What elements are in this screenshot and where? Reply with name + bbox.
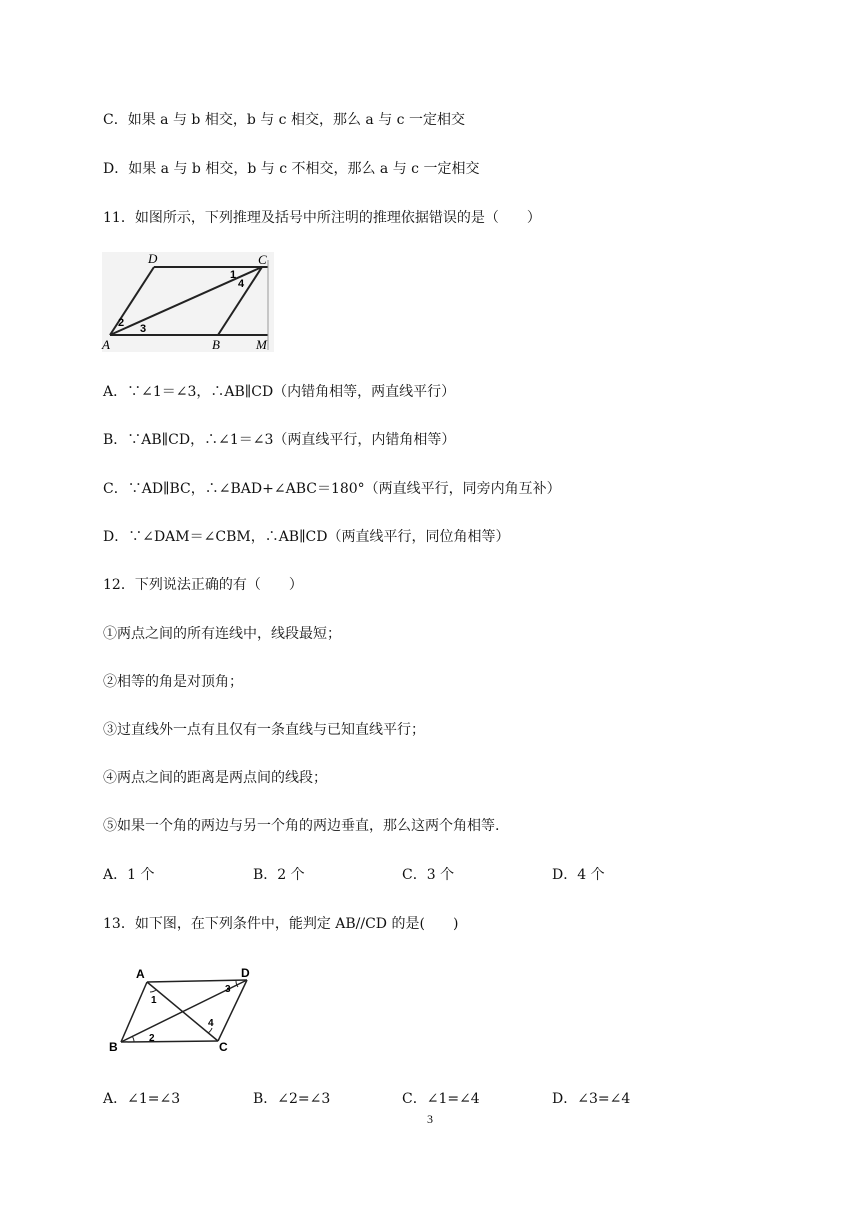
page-number: 3 [427,1112,433,1126]
angle-4-label: 4 [208,1018,214,1029]
q13-option-c: C．∠1=∠4 [402,1091,480,1107]
q12-statement-1: ①两点之间的所有连线中，线段最短； [103,626,341,642]
q12-option-c: C．3 个 [402,867,455,883]
q12-option-a: A．1 个 [103,867,155,883]
q13-stem: 13．如下图，在下列条件中，能判定 AB//CD 的是( ) [103,916,459,932]
point-a-label: A [102,337,110,352]
q11-option-c: C．∵AD∥BC，∴∠BAD+∠ABC＝180°（两直线平行，同旁内角互补） [103,481,561,497]
q12-stem: 12．下列说法正确的有（ ） [103,577,303,593]
q13-option-a: A．∠1=∠3 [103,1091,181,1107]
point-d-label: D [148,251,158,266]
q13-figure [104,962,264,1058]
angle-1-label: 1 [151,995,157,1006]
q12-statement-5: ⑤如果一个角的两边与另一个角的两边垂直，那么这两个角相等. [103,818,500,834]
q11-figure [100,250,276,354]
segment-ad [147,980,247,982]
q11-option-b: B．∵AB∥CD，∴∠1＝∠3（两直线平行，内错角相等） [103,432,456,448]
angle-1-arc [150,990,156,992]
angle-3-label: 3 [225,984,231,995]
q12-statement-4: ④两点之间的距离是两点间的线段； [103,770,327,786]
q13-option-d: D．∠3=∠4 [552,1091,631,1107]
angle-1-label: 1 [230,269,237,281]
segment-ab [121,982,147,1042]
angle-2-label: 2 [118,317,125,329]
angle-2-label: 2 [149,1033,155,1044]
angle-3-label: 3 [140,323,147,335]
point-m-label: M [256,337,267,352]
point-b-label: B [212,337,220,352]
angle-4-label: 4 [238,278,245,290]
q12-option-b: B．2 个 [253,867,305,883]
angle-2-arc [132,1036,134,1042]
segment-bc [121,1041,218,1042]
point-b-label: B [109,1040,118,1054]
q12-statement-3: ③过直线外一点有且仅有一条直线与已知直线平行； [103,722,425,738]
q10-option-c: C．如果 a 与 b 相交，b 与 c 相交，那么 a 与 c 一定相交 [103,112,465,128]
point-c-label: C [219,1040,228,1054]
q11-option-d: D．∵∠DAM＝∠CBM，∴AB∥CD（两直线平行，同位角相等） [103,529,510,545]
point-a-label: A [136,967,145,981]
q11-option-a: A．∵∠1＝∠3，∴AB∥CD（内错角相等，两直线平行） [103,384,456,400]
q10-option-d: D．如果 a 与 b 相交，b 与 c 不相交，那么 a 与 c 一定相交 [103,161,480,177]
q12-option-d: D．4 个 [552,867,605,883]
q12-statement-2: ②相等的角是对顶角； [103,674,243,690]
q13-option-b: B．∠2=∠3 [253,1091,331,1107]
point-c-label: C [258,252,267,267]
q11-stem: 11．如图所示，下列推理及括号中所注明的推理依据错误的是（ ） [103,210,541,226]
segment-dc [218,980,247,1041]
point-d-label: D [241,966,250,980]
